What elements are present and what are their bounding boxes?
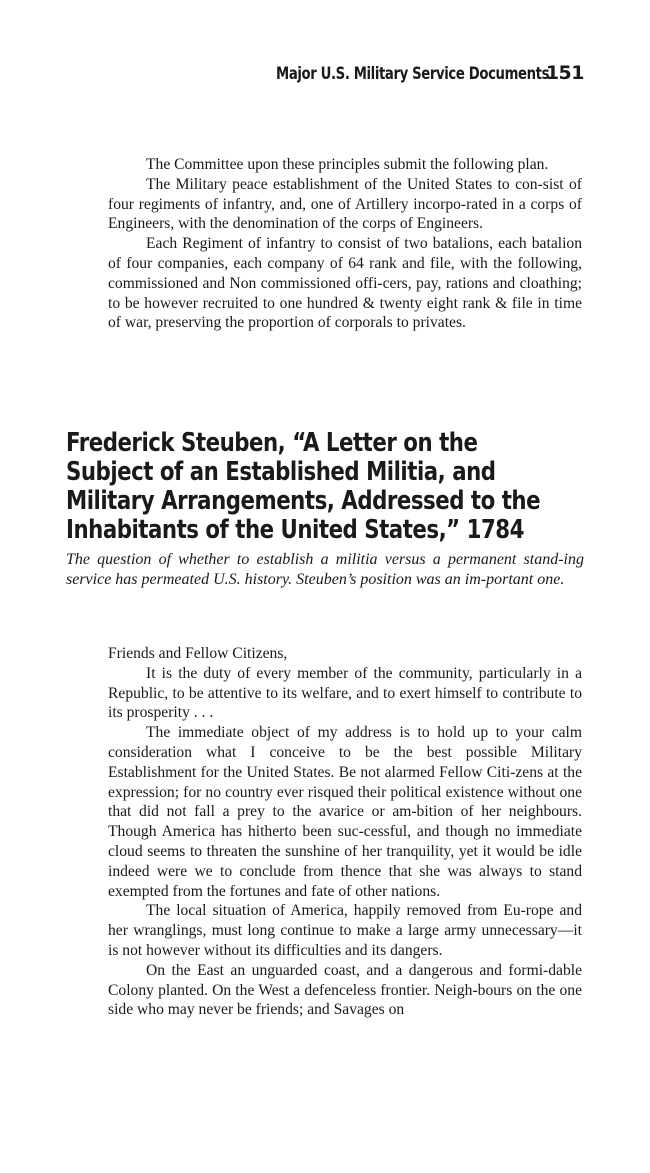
paragraph: The Military peace establishment of the United States to con-sist of four regiments of infantry, and, one of Artillery incorpo-rated in a corps of Engineers, with the denomination of the corps of Engineers. [108, 175, 582, 233]
heading-line: Inhabitants of the United States,” 1784 [66, 515, 524, 545]
paragraph: The Committee upon these principles submit the following plan. [146, 156, 549, 173]
section-intro: The question of whether to establish a militia versus a permanent stand-ing service has permeated U.S. history. Steuben’s position was an im-portant one. [66, 551, 584, 588]
running-head [199, 62, 584, 84]
paragraph: It is the duty of every member of the community, particularly in a Republic, to be attentive to its welfare, and to exert himself to contribute to its prosperity . . . [108, 664, 582, 722]
steuben-letter-excerpt [108, 644, 582, 1020]
heading-line: Subject of an Established Militia, and [66, 457, 496, 487]
salutation: Friends and Fellow Citizens, [108, 645, 288, 662]
paragraph: On the East an unguarded coast, and a dangerous and formi-dable Colony planted. On the West a defenceless frontier. Neigh-bours on the one side who may never be friends; and Savages on [108, 961, 582, 1019]
paragraph: The immediate object of my address is to hold up to your calm consideration what I conceive to be the best possible Military Establishment for the United States. Be not alarmed Fellow Citi-zens at the expression; for no country ever risqued their political existence without one that did not fall a prey to the avarice or am-bition of her neighbours. Though America has hitherto been suc-cessful, and though no immediate cloud seems to threaten the sunshine of her tranquility, yet it would be idle indeed were we to conclude from thence that she was always to stand exempted from the fortunes and fate of other nations. [108, 724, 582, 900]
committee-plan-excerpt [108, 155, 582, 333]
running-head-title: Major U.S. Military Service Documents [275, 64, 549, 84]
page-number: 151 [545, 62, 584, 84]
section-heading [66, 429, 606, 545]
paragraph: Each Regiment of infantry to consist of two batalions, each batalion of four companies, each company of 64 rank and file, with the following, commissioned and Non commissioned offi-cers, pay, rations and cloathing; to be however recruited to one hundred & twenty eight rank & file in time of war, preserving the proportion of corporals to privates. [108, 235, 582, 332]
heading-line: Military Arrangements, Addressed to the [66, 486, 541, 516]
heading-line: Frederick Steuben, “A Letter on the [66, 428, 478, 458]
paragraph: The local situation of America, happily removed from Eu-rope and her wranglings, must long continue to make a large army unnecessary—it is not however without its difficulties and its dangers. [108, 902, 582, 959]
